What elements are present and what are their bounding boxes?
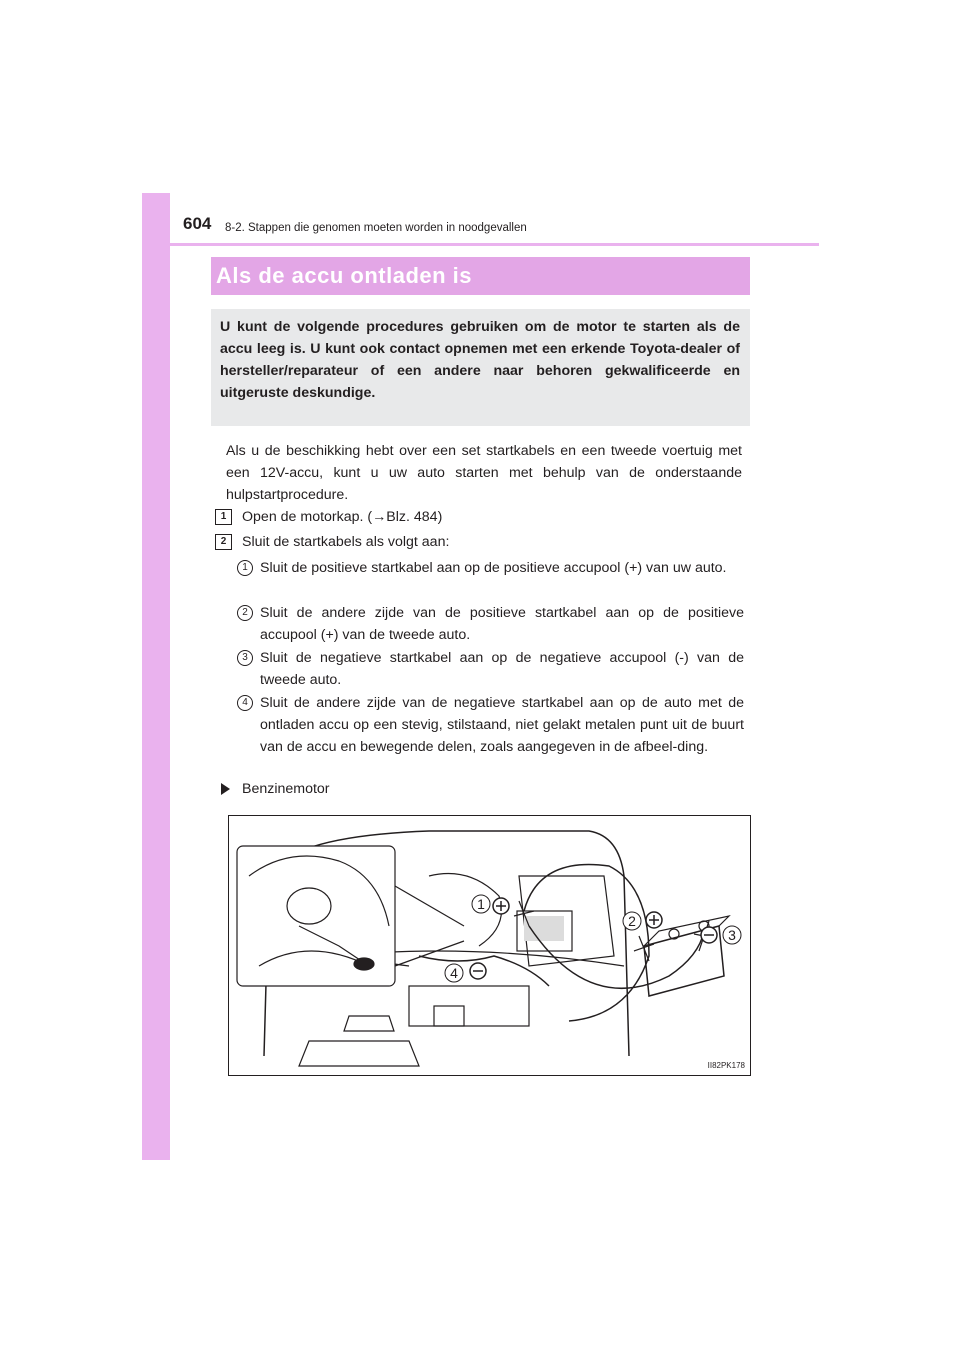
intro-text: U kunt de volgende procedures gebruiken om de motor te starten als de accu leeg is. U kunt ook contact opnemen met een erkende Toyota-dealer of hersteller/reparateur of een andere naar behoren gekwalificeerde en uitgeruste deskundige. xyxy=(220,319,740,401)
engine-bay-drawing xyxy=(229,816,750,1075)
step-number-1: 1 xyxy=(215,509,232,525)
step-text-1: Open de motorkap. (→Blz. 484) xyxy=(242,509,443,525)
callout-1: 1 xyxy=(477,896,485,912)
bullet-arrow-icon xyxy=(221,783,230,795)
step-number-2: 2 xyxy=(215,534,232,550)
callout-4: 4 xyxy=(450,965,458,981)
figure-code: II82PK178 xyxy=(707,1061,745,1070)
bullet-label: Benzinemotor xyxy=(242,781,330,797)
substep-number-1: 1 xyxy=(237,560,253,576)
section-title: Als de accu ontladen is xyxy=(216,263,473,288)
substep-number-3: 3 xyxy=(237,650,253,666)
substep-text-2: Sluit de andere zijde van de positieve startkabel aan op de positieve accupool (+) van de tweede auto. xyxy=(260,605,744,643)
page-number: 604 xyxy=(183,214,212,233)
substep-text-1: Sluit de positieve startkabel aan op de positieve accupool (+) van uw auto. xyxy=(260,560,727,576)
callout-3: 3 xyxy=(728,927,736,943)
substep-number-4: 4 xyxy=(237,695,253,711)
step-text-2: Sluit de startkabels als volgt aan: xyxy=(242,534,450,550)
side-tab-band xyxy=(142,193,170,1160)
jump-start-illustration xyxy=(228,815,751,1076)
substep-text-4: Sluit de andere zijde van de negatieve startkabel aan op de auto met de ontladen accu op een stevig, stilstaand, niet gelakt metalen punt uit de buurt van de accu en bewegende delen, zoals aangegeven in de afbeel-ding. xyxy=(260,695,744,755)
callout-2: 2 xyxy=(628,913,636,929)
substep-number-2: 2 xyxy=(237,605,253,621)
substep-text-3: Sluit de negatieve startkabel aan op de negatieve accupool (-) van de tweede auto. xyxy=(260,650,744,688)
running-head: 8-2. Stappen die genomen moeten worden in noodgevallen xyxy=(225,222,527,234)
body-paragraph: Als u de beschikking hebt over een set startkabels en een tweede voertuig met een 12V-accu, kunt u uw auto starten met behulp van de onderstaande hulpstartprocedure. xyxy=(226,443,742,503)
header-rule xyxy=(142,243,819,246)
